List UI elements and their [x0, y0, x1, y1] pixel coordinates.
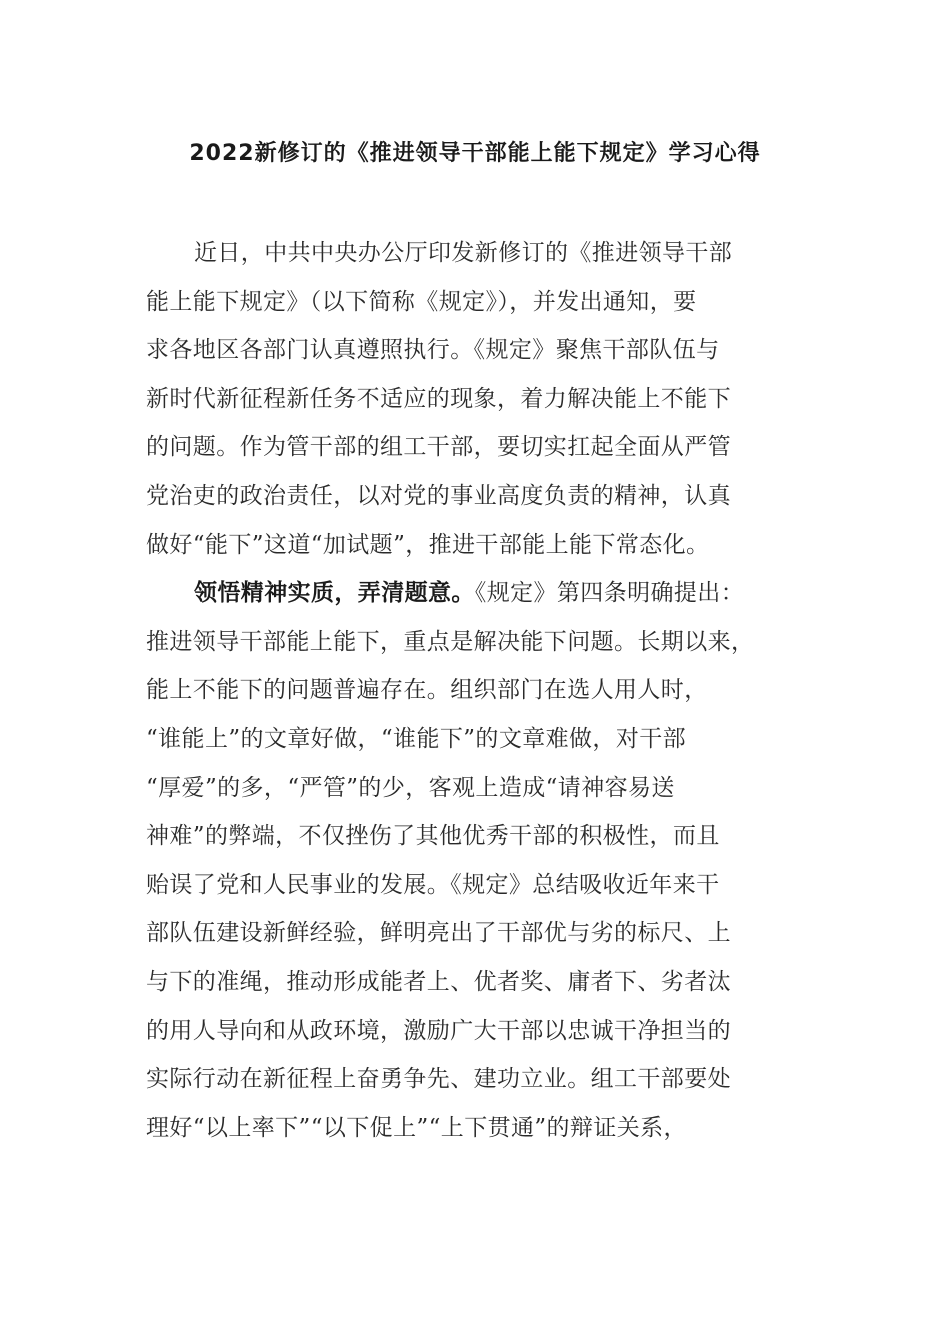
- paragraph-line: 做好“能下”这道“加试题”，推进干部能上能下常态化。: [146, 531, 710, 558]
- paragraph-line: 的问题。作为管干部的组工干部，要切实扛起全面从严管: [146, 434, 731, 461]
- paragraph-line: 神难”的弊端，不仅挫伤了其他优秀干部的积极性，而且: [146, 823, 720, 850]
- document-body: [146, 229, 798, 1152]
- paragraph-line: 求各地区各部门认真遵照执行。《规定》聚焦干部队伍与: [146, 337, 720, 364]
- paragraph-line: 新时代新征程新任务不适应的现象，着力解决能上不能下: [146, 385, 731, 412]
- paragraph-line: 理好“以上率下”“以下促上”“上下贯通”的辩证关系，: [146, 1114, 687, 1141]
- section-heading-line: [146, 569, 798, 618]
- paragraph-line: 推进领导干部能上能下，重点是解决能下问题。长期以来，: [146, 628, 755, 655]
- paragraph-line: 与下的准绳，推动形成能者上、优者奖、庸者下、劣者汰: [146, 968, 731, 995]
- paragraph-line: 近日，中共中央办公厅印发新修订的《推进领导干部: [194, 240, 733, 266]
- paragraph-line: 能上不能下的问题普遍存在。组织部门在选人用人时，: [146, 677, 708, 704]
- paragraph-line: 实际行动在新征程上奋勇争先、建功立业。组工干部要处: [146, 1066, 731, 1093]
- document-title: 2022新修订的《推进领导干部能上能下规定》学习心得: [189, 141, 761, 166]
- paragraph-line: 能上能下规定》（以下简称《规定》），并发出通知，要: [146, 288, 697, 315]
- section-heading: 领悟精神实质，弄清题意。: [194, 580, 475, 607]
- paragraph-line: “厚爱”的多，“严管”的少，客观上造成“请神容易送: [146, 774, 675, 801]
- paragraph-line: 的用人导向和从政环境，激励广大干部以忠诚干净担当的: [146, 1017, 731, 1044]
- section-heading-rest: 《规定》第四条明确提出：: [474, 580, 745, 607]
- paragraph-line: 党治吏的政治责任，以对党的事业高度负责的精神，认真: [146, 482, 731, 509]
- paragraph-line: “谁能上”的文章好做，“谁能下”的文章难做，对干部: [146, 725, 687, 752]
- paragraph-line: 贻误了党和人民事业的发展。《规定》总结吸收近年来干: [146, 871, 720, 898]
- paragraph-line: 部队伍建设新鲜经验，鲜明亮出了干部优与劣的标尺、上: [146, 920, 731, 947]
